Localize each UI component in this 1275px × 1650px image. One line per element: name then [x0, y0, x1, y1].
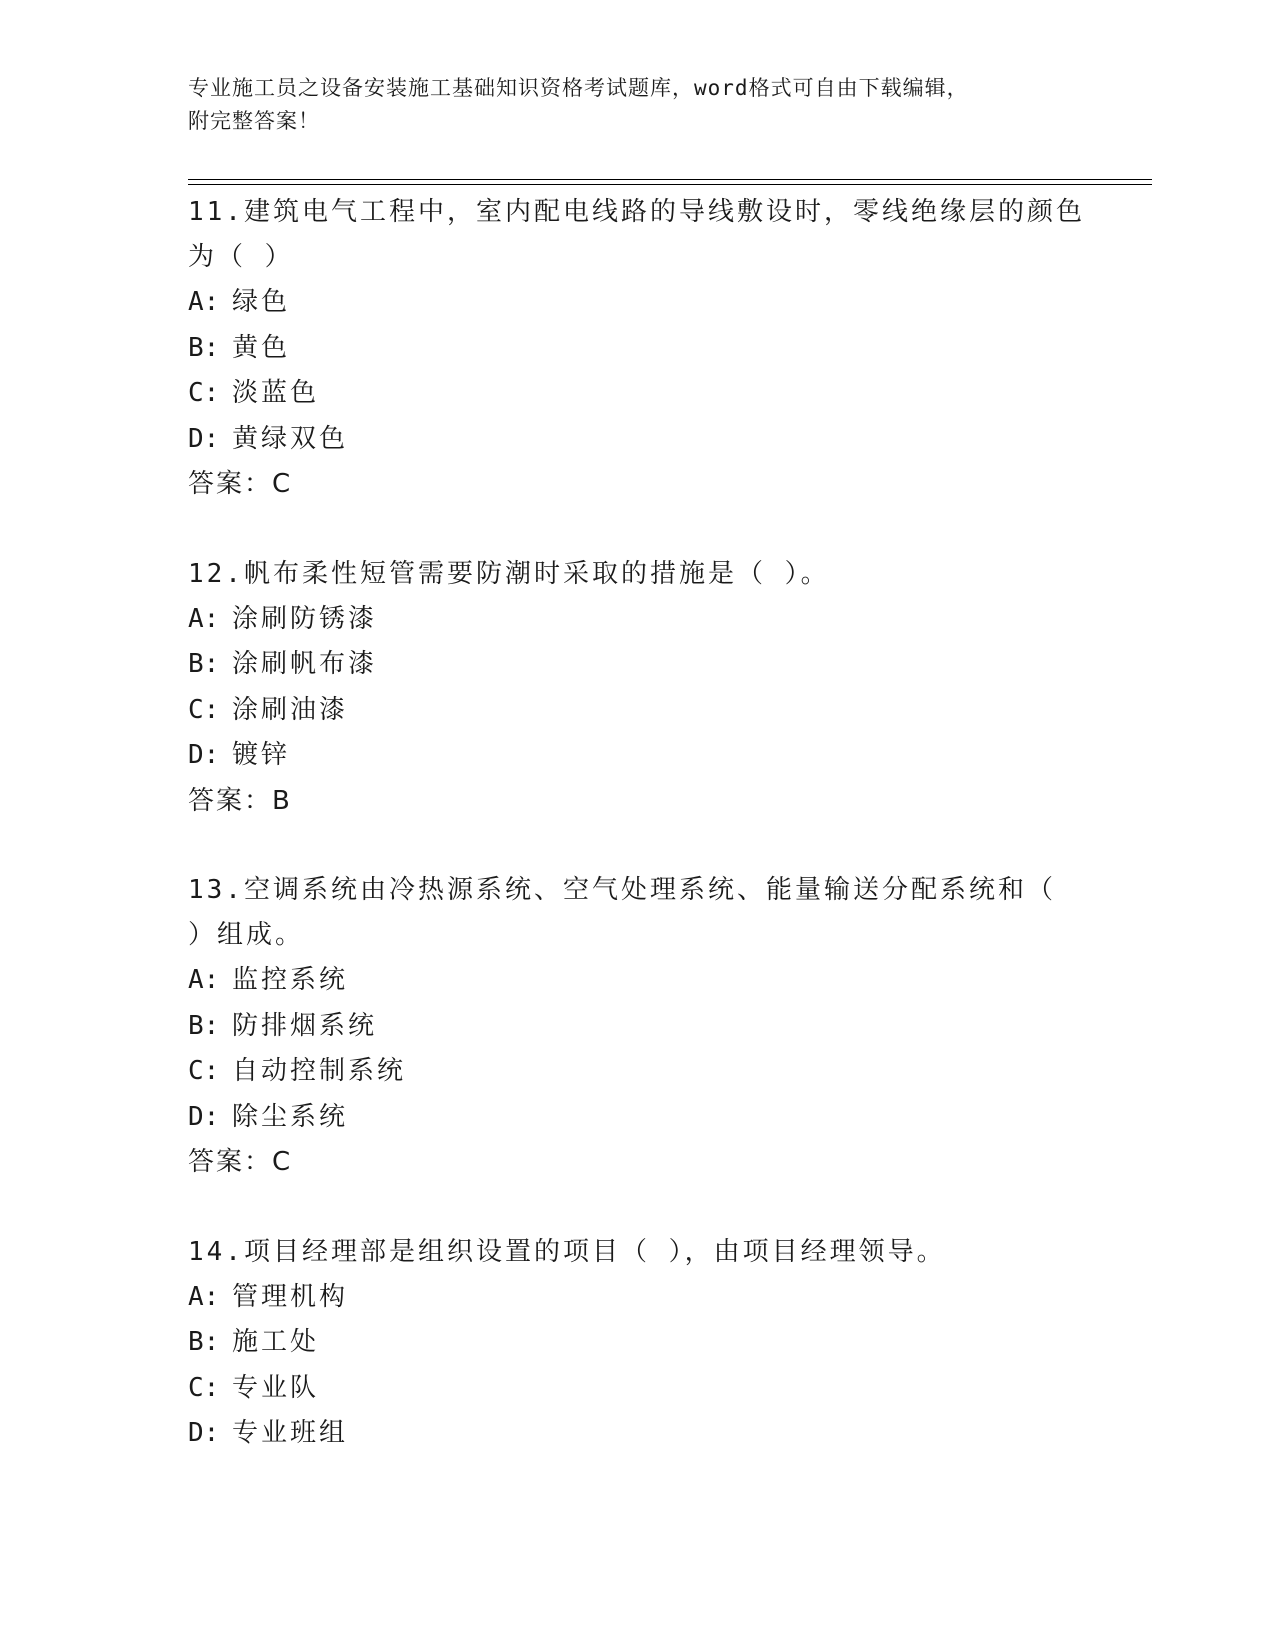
option-text: 淡蓝色 [232, 378, 320, 408]
option-letter: B: [188, 649, 220, 679]
option-text: 涂刷防锈漆 [232, 603, 378, 634]
option-d [188, 1095, 1088, 1141]
double-divider [188, 179, 1152, 185]
option-text: 除尘系统 [232, 1101, 349, 1132]
option-text: 防排烟系统 [232, 1010, 378, 1041]
option-text: 镀锌 [232, 740, 291, 770]
option-letter: C: [188, 1056, 220, 1086]
question-12 [188, 552, 1088, 825]
option-letter: B: [188, 332, 220, 363]
option-b [188, 642, 1088, 688]
option-letter: A: [188, 603, 220, 634]
intro-line-1: 专业施工员之设备安装施工基础知识资格考试题库，word格式可自由下载编辑， [188, 76, 969, 100]
option-text: 专业班组 [232, 1418, 349, 1448]
option-text: 黄色 [232, 332, 291, 363]
option-text: 绿色 [232, 287, 291, 317]
question-13 [188, 868, 1088, 1186]
answer-line: 答案：C [188, 1147, 293, 1177]
option-d [188, 733, 1088, 779]
question-stem: 12.帆布柔性短管需要防潮时采取的措施是（ ）。 [188, 558, 830, 589]
question-11 [188, 190, 1088, 508]
option-letter: A: [188, 287, 220, 317]
option-text: 涂刷油漆 [232, 694, 349, 725]
option-letter: D: [188, 740, 220, 770]
option-c [188, 1049, 1088, 1095]
option-d [188, 1411, 1088, 1457]
option-letter: D: [188, 423, 220, 454]
option-b [188, 326, 1088, 372]
option-text: 监控系统 [232, 965, 349, 995]
intro-line-2: 附完整答案！ [188, 109, 320, 133]
option-text: 专业队 [232, 1372, 320, 1403]
option-letter: C: [188, 694, 220, 725]
option-a [188, 280, 1088, 326]
option-letter: A: [188, 965, 220, 995]
option-a [188, 958, 1088, 1004]
option-d [188, 417, 1088, 463]
question-14 [188, 1230, 1088, 1457]
option-letter: C: [188, 378, 220, 408]
option-text: 涂刷帆布漆 [232, 649, 378, 679]
question-stem: 13.空调系统由冷热源系统、空气处理系统、能量输送分配系统和（ [188, 875, 1056, 905]
option-text: 黄绿双色 [232, 423, 349, 454]
option-letter: B: [188, 1010, 220, 1041]
answer-line: 答案：C [188, 469, 293, 499]
option-a [188, 597, 1088, 643]
option-letter: A: [188, 1281, 220, 1312]
option-text: 管理机构 [232, 1281, 349, 1312]
question-stem: 14.项目经理部是组织设置的项目（ ），由项目经理领导。 [188, 1236, 946, 1267]
document-intro [188, 72, 1088, 138]
question-stem-continued: 为（ ） [188, 242, 294, 272]
option-b [188, 1320, 1088, 1366]
option-c [188, 371, 1088, 417]
option-c [188, 688, 1088, 734]
option-letter: D: [188, 1101, 220, 1132]
option-text: 自动控制系统 [232, 1056, 407, 1086]
answer-line: 答案：B [188, 785, 292, 816]
option-c [188, 1366, 1088, 1412]
option-letter: D: [188, 1418, 220, 1448]
option-a [188, 1275, 1088, 1321]
question-stem-continued: ）组成。 [188, 920, 305, 950]
question-list [188, 190, 1088, 1501]
option-b [188, 1004, 1088, 1050]
option-text: 施工处 [232, 1327, 320, 1357]
question-stem: 11.建筑电气工程中，室内配电线路的导线敷设时，零线绝缘层的颜色 [188, 197, 1085, 227]
option-letter: C: [188, 1372, 220, 1403]
option-letter: B: [188, 1327, 220, 1357]
